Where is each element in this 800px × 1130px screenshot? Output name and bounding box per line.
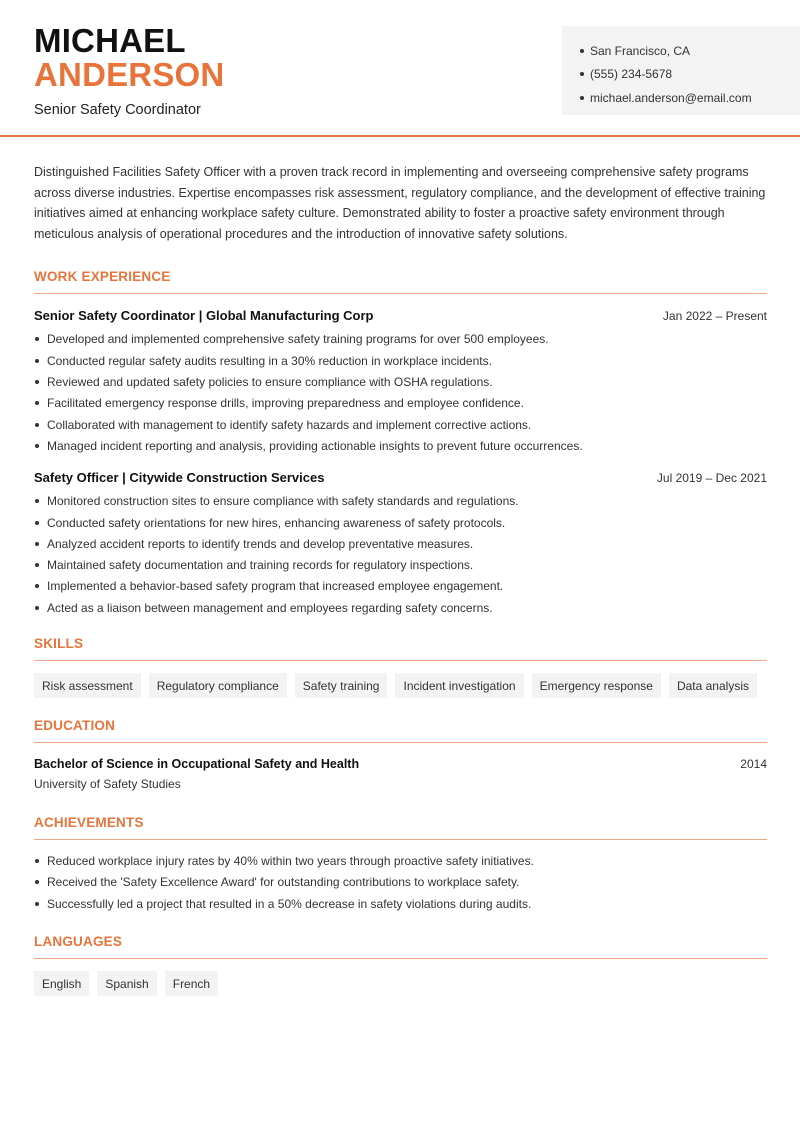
list-item: [34, 414, 767, 435]
name-block: [34, 24, 224, 118]
bullet-text: Managed incident reporting and analysis, providing actionable insights to prevent future occurrences.: [47, 438, 583, 453]
list-item: [34, 329, 767, 350]
bullet-text: Collaborated with management to identify safety hazards and implement corrective actions.: [47, 417, 532, 432]
list-item: [34, 597, 767, 618]
contact-box: [562, 26, 800, 115]
section-title-languages: LANGUAGES: [34, 934, 767, 959]
bullet-icon: [580, 96, 584, 100]
last-name: ANDERSON: [34, 56, 225, 93]
job-dates: Jul 2019 – Dec 2021: [656, 470, 767, 485]
list-item: [34, 371, 767, 392]
bullet-icon: [35, 563, 39, 567]
school-name: University of Safety Studies: [34, 777, 181, 792]
list-item: [34, 893, 767, 914]
contact-location: [580, 39, 800, 63]
list-item: [34, 350, 767, 371]
list-item: [34, 512, 767, 533]
bullet-text: Developed and implemented comprehensive safety training programs for over 500 employees.: [47, 332, 549, 347]
bullet-icon: [35, 859, 39, 863]
list-item: [34, 393, 767, 414]
bullet-text: Conducted safety orientations for new hires, enhancing awareness of safety protocols.: [47, 515, 506, 530]
skills-tags: [34, 673, 767, 698]
bullet-icon: [35, 880, 39, 884]
section-title-skills: SKILLS: [34, 636, 767, 661]
section-title-education: EDUCATION: [34, 718, 767, 743]
bullet-text: Implemented a behavior-based safety program that increased employee engagement.: [47, 579, 504, 594]
job-role: Safety Officer | Citywide Construction Services: [34, 469, 325, 485]
languages-tags: [34, 971, 767, 996]
contact-phone: [580, 63, 800, 87]
bullet-icon: [35, 521, 39, 525]
skill-tag: Incident investigation: [395, 673, 523, 698]
bullet-text: Monitored construction sites to ensure compliance with safety standards and regulations.: [47, 494, 519, 509]
job-bullets: [34, 491, 767, 619]
achievements-section: [34, 815, 767, 914]
skill-tag: Data analysis: [669, 673, 757, 698]
job-dates: Jan 2022 – Present: [662, 308, 767, 323]
degree: Bachelor of Science in Occupational Safety and Health: [34, 757, 360, 772]
first-name: MICHAEL: [34, 22, 186, 59]
list-item: [34, 850, 767, 871]
education-section: [34, 718, 767, 791]
bullet-icon: [35, 542, 39, 546]
contact-email: [580, 86, 800, 110]
bullet-icon: [35, 337, 39, 341]
list-item: [34, 435, 767, 456]
bullet-icon: [580, 72, 584, 76]
achievements-list: [34, 850, 767, 914]
summary: Distinguished Facilities Safety Officer with a proven track record in implementing and overseeing comprehensive safety programs across diverse industries. Expertise encompasses risk assessment, regulatory compliance, and the development of effective training initiatives aimed at enhancing workplace safety culture. Demonstrated ability to foster a proactive safety environment through meticulous analysis of operational procedures and the introduction of innovative safety solutions.: [34, 165, 766, 242]
language-tag: Spanish: [97, 971, 156, 996]
job-role: Senior Safety Coordinator | Global Manufacturing Corp: [34, 307, 374, 323]
bullet-icon: [35, 423, 39, 427]
section-title-achievements: ACHIEVEMENTS: [34, 815, 767, 840]
list-item: [34, 872, 767, 893]
achievement-text: Received the 'Safety Excellence Award' for outstanding contributions to workplace safety.: [47, 875, 520, 890]
list-item: [34, 554, 767, 575]
bullet-icon: [35, 380, 39, 384]
bullet-icon: [35, 902, 39, 906]
skill-tag: Regulatory compliance: [149, 673, 287, 698]
bullet-text: Acted as a liaison between management and employees regarding safety concerns.: [47, 600, 493, 615]
job-header: [34, 308, 767, 323]
skills-section: [34, 636, 767, 698]
bullet-text: Conducted regular safety audits resulting in a 30% reduction in workplace incidents.: [47, 353, 492, 368]
bullet-text: Facilitated emergency response drills, improving preparedness and employee confidence.: [47, 396, 524, 411]
bullet-icon: [580, 49, 584, 53]
bullet-text: Maintained safety documentation and training records for regulatory inspections.: [47, 558, 474, 573]
job-header: [34, 470, 767, 485]
bullet-icon: [35, 444, 39, 448]
bullet-icon: [35, 401, 39, 405]
bullet-icon: [35, 359, 39, 363]
job-title: Senior Safety Coordinator: [34, 102, 201, 118]
bullet-icon: [35, 584, 39, 588]
list-item: [34, 491, 767, 512]
job-entry: [34, 470, 767, 619]
list-item: [34, 533, 767, 554]
resume-header: [0, 0, 800, 137]
education-entry: [34, 757, 767, 791]
job-entry: [34, 308, 767, 457]
achievement-text: Successfully led a project that resulted in a 50% decrease in safety violations during audits.: [47, 896, 532, 911]
language-tag: English: [34, 971, 89, 996]
skill-tag: Risk assessment: [34, 673, 141, 698]
education-header: [34, 757, 767, 771]
language-tag: French: [165, 971, 218, 996]
skill-tag: Safety training: [295, 673, 388, 698]
bullet-text: Reviewed and updated safety policies to ensure compliance with OSHA regulations.: [47, 375, 493, 390]
graduation-year: 2014: [740, 757, 767, 772]
work-experience-section: [34, 269, 767, 619]
skill-tag: Emergency response: [532, 673, 661, 698]
bullet-icon: [35, 606, 39, 610]
location-text: San Francisco, CA: [590, 43, 691, 58]
email-text: michael.anderson@email.com: [590, 90, 752, 105]
job-bullets: [34, 329, 767, 457]
list-item: [34, 576, 767, 597]
achievement-text: Reduced workplace injury rates by 40% within two years through proactive safety initiatives.: [47, 854, 534, 869]
languages-section: [34, 934, 767, 996]
bullet-icon: [35, 499, 39, 503]
bullet-text: Analyzed accident reports to identify trends and develop preventative measures.: [47, 536, 474, 551]
resume-body: [34, 162, 767, 996]
section-title-work: WORK EXPERIENCE: [34, 269, 767, 294]
phone-text: (555) 234-5678: [590, 67, 673, 82]
